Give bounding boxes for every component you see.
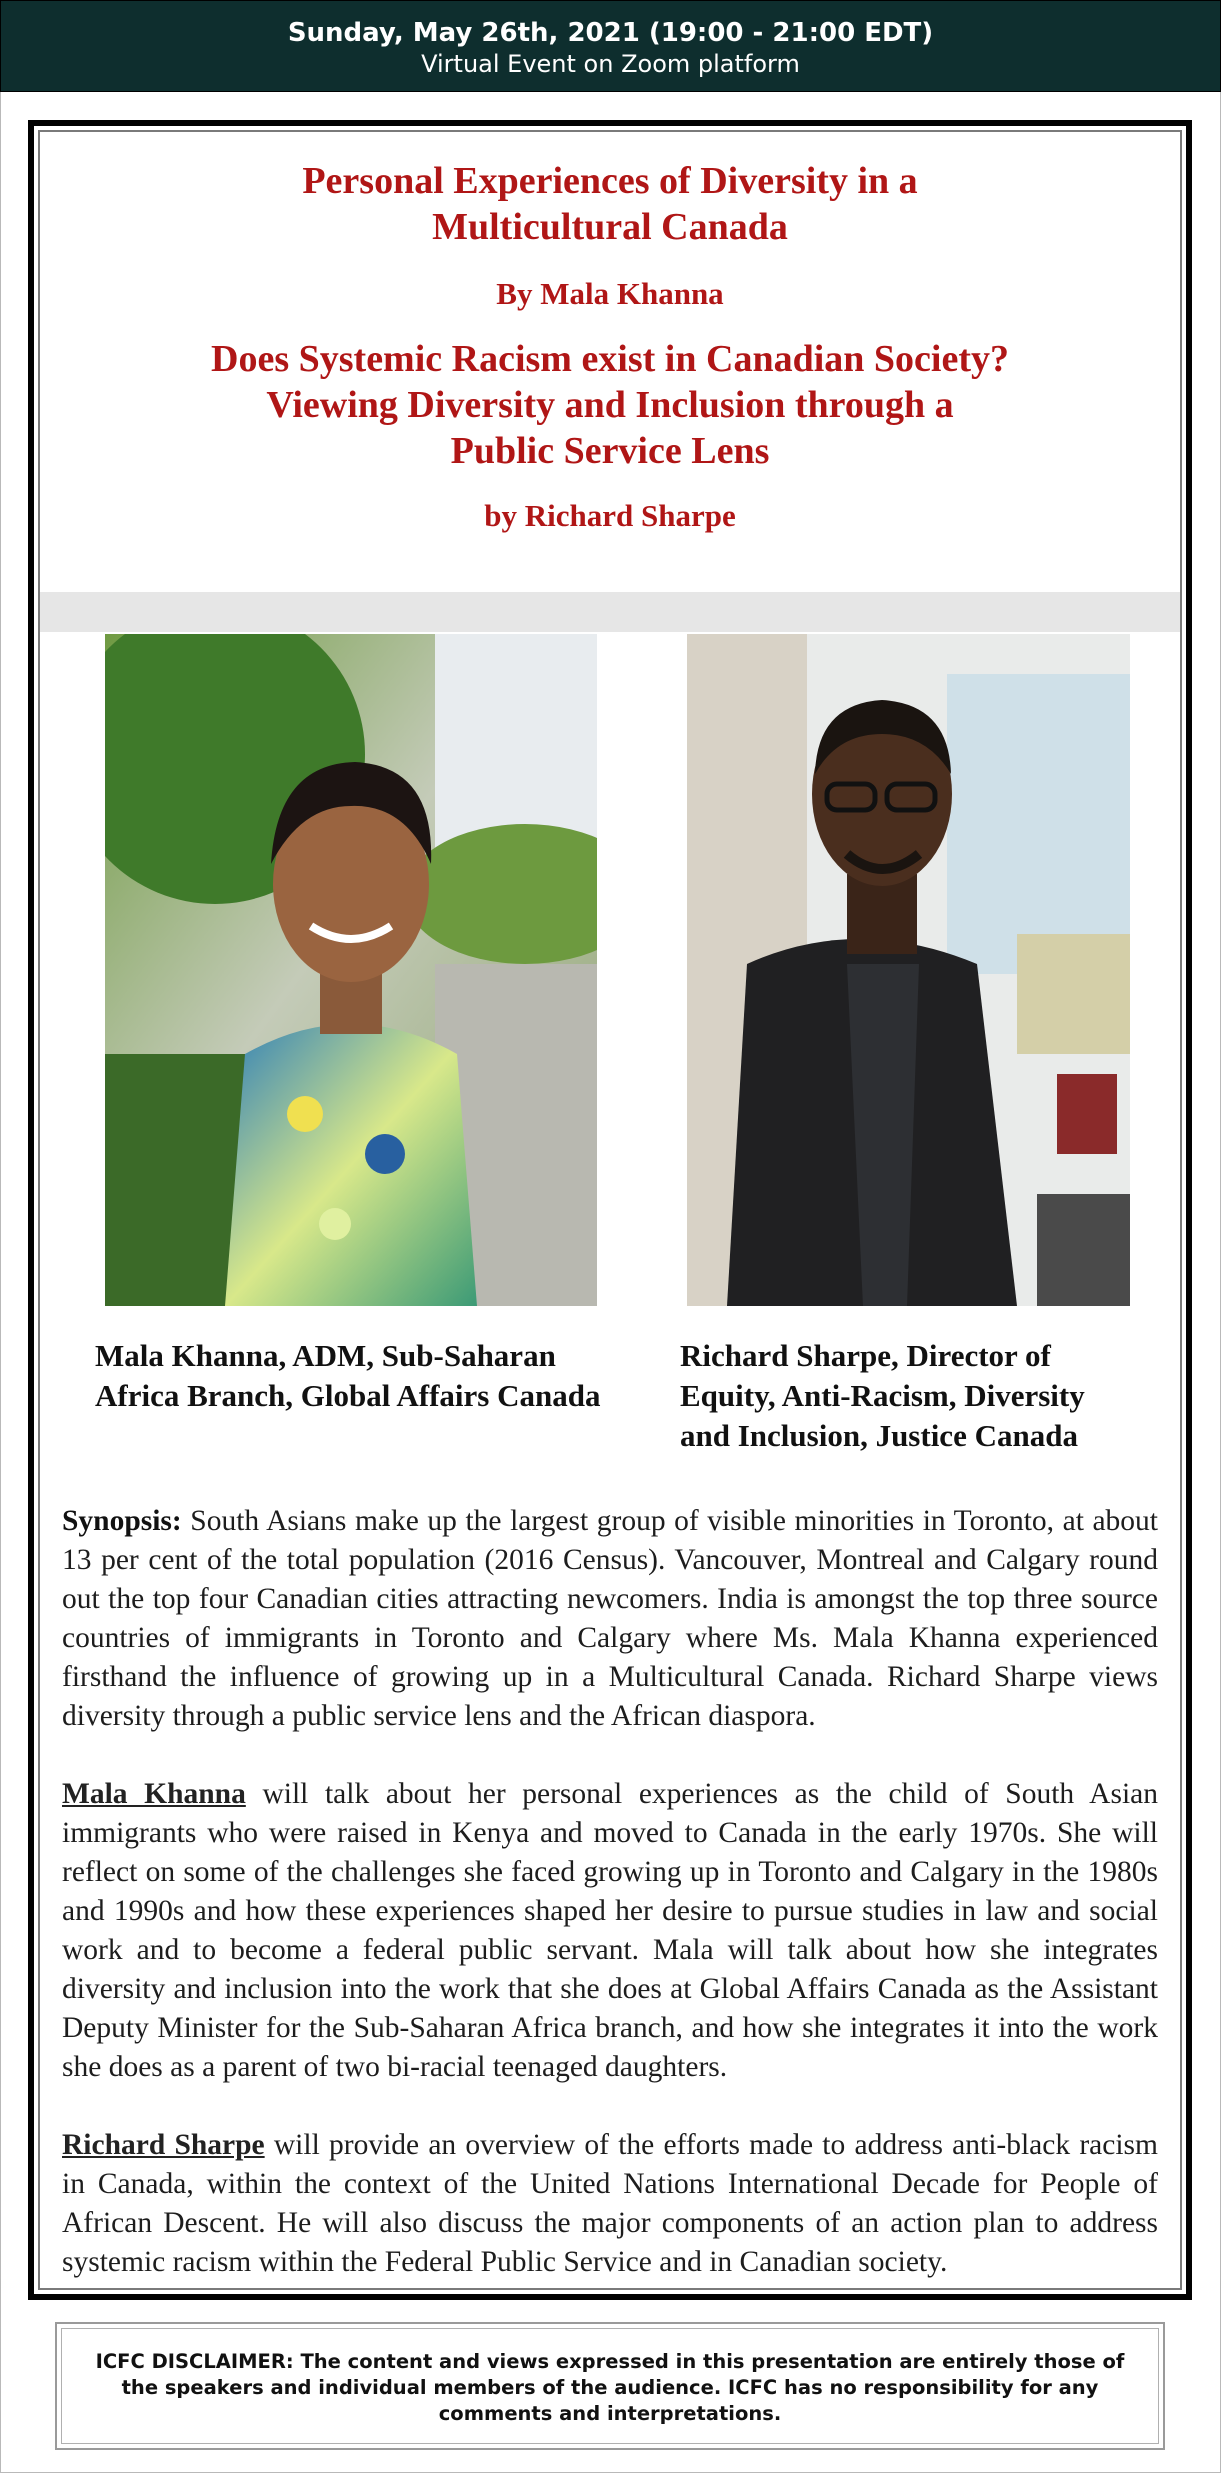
talk2-title <box>40 336 1180 474</box>
talk1-title-line2: Multicultural Canada <box>432 206 788 248</box>
disclaimer-text: The content and views expressed in this presentation are entirely those of the speakers and individual members of the audience. ICFC has no responsibility for any comments and interpretations. <box>121 2350 1125 2425</box>
bio-richard-text: will provide an overview of the efforts made to address anti-black racism in Canada, within the context of the United Nations International Decade for People of African Descent. He will also discuss the major components of an action plan to address systemic racism within the Federal Public Service and in Canadian society. <box>62 2129 1158 2278</box>
photo-mala-khanna <box>105 634 597 1306</box>
talk2-byline: by Richard Sharpe <box>484 498 736 533</box>
bio-mala-name: Mala Khanna <box>62 1778 246 1810</box>
event-date: Sunday, May 26th, 2021 (19:00 - 21:00 EDT) <box>287 18 934 48</box>
caption-mala-line1: Mala Khanna, ADM, Sub-Saharan <box>95 1338 556 1373</box>
caption-richard-line1: Richard Sharpe, Director of <box>680 1338 1051 1373</box>
bio-mala-text: will talk about her personal experiences as the child of South Asian immigrants who were raised in Kenya and moved to Canada in the early 1970s. She will reflect on some of the challenges she faced growing up in Toronto and Calgary in the 1980s and 1990s and how these experiences shaped her desire to pursue studies in law and social work and to become a federal public servant. Mala will talk about how she integrates diversity and inclusion into the work that she does at Global Affairs Canada as the Assistant Deputy Minister for the Sub-Saharan Africa branch, and how she integrates it into the work she does as a parent of two bi-racial teenaged daughters. <box>62 1778 1158 2083</box>
caption-mala-khanna <box>95 1336 655 1416</box>
talk2-title-line2: Viewing Diversity and Inclusion through a <box>266 384 954 426</box>
photo-richard-sharpe <box>687 634 1130 1306</box>
event-banner <box>0 0 1221 92</box>
flyer-inner-border <box>38 130 1182 2290</box>
talk1-title-line1: Personal Experiences of Diversity in a <box>302 160 918 202</box>
synopsis-label: Synopsis: <box>62 1505 182 1537</box>
caption-richard-sharpe <box>680 1336 1150 1456</box>
synopsis-text: South Asians make up the largest group of visible minorities in Toronto, at about 13 per cent of the total population (2016 Census). Vancouver, Montreal and Calgary round out the top four Canadian cities attracting newcomers. India is amongst the top three source countries of immigrants in Toronto and Calgary where Ms. Mala Khanna experienced firsthand the influence of growing up in a Multicultural Canada. Richard Sharpe views diversity through a public service lens and the African diaspora. <box>62 1505 1159 1732</box>
event-flyer <box>28 120 1192 2300</box>
bio-richard-name: Richard Sharpe <box>62 2129 265 2161</box>
caption-richard-line2: Equity, Anti-Racism, Diversity <box>680 1378 1085 1413</box>
event-platform: Virtual Event on Zoom platform <box>421 50 800 78</box>
disclaimer-label: ICFC DISCLAIMER: <box>95 2350 294 2373</box>
divider-band <box>40 592 1180 632</box>
disclaimer-inner <box>61 2328 1159 2444</box>
synopsis-paragraph <box>62 1502 1158 1736</box>
talk-titles <box>40 158 1180 536</box>
disclaimer-box <box>55 2322 1165 2450</box>
talk1-byline: By Mala Khanna <box>496 276 724 311</box>
bio-mala-paragraph <box>62 1775 1158 2087</box>
talk2-title-line3: Public Service Lens <box>450 430 770 472</box>
bio-richard-paragraph <box>62 2126 1158 2282</box>
caption-richard-line3: and Inclusion, Justice Canada <box>680 1418 1078 1453</box>
event-description <box>62 1502 1158 2321</box>
talk1-title <box>40 158 1180 250</box>
caption-mala-line2: Africa Branch, Global Affairs Canada <box>95 1378 601 1413</box>
talk2-title-line1: Does Systemic Racism exist in Canadian Society? <box>211 338 1009 380</box>
